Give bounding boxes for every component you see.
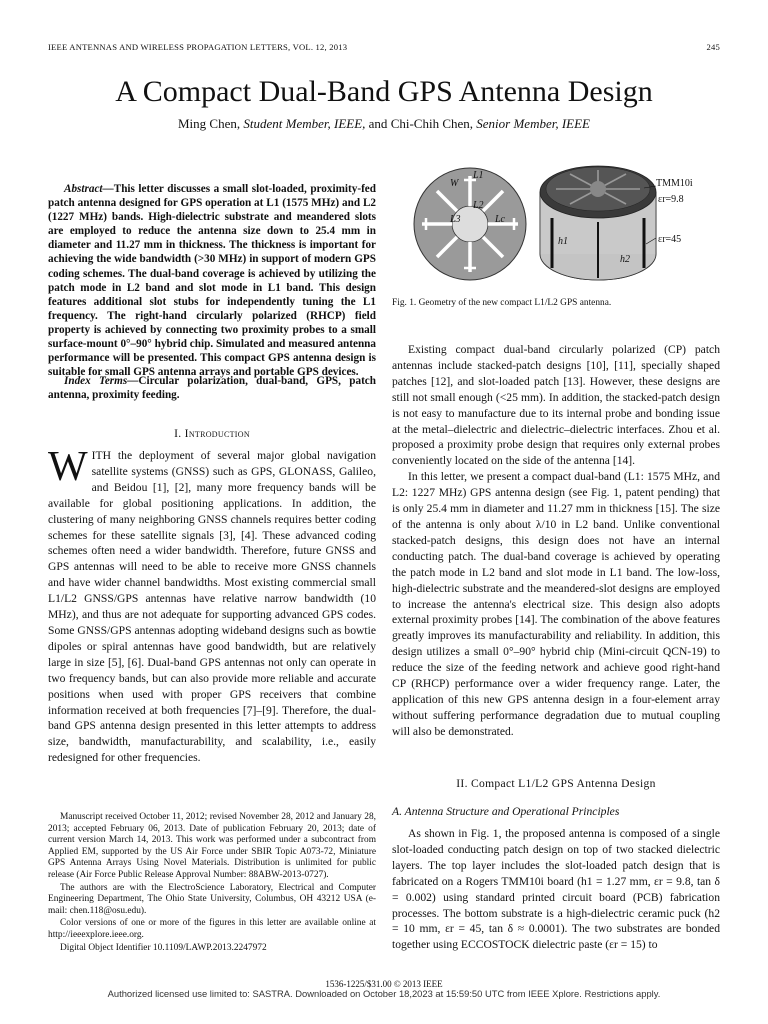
paper-title: A Compact Dual-Band GPS Antenna Design — [115, 75, 653, 108]
footnote-authors: The authors are with the ElectroScience Laboratory, Electrical and Computer Engineering Department, The Ohio State University, Columbus, OH 43212 USA (e-mail: chen.118@osu.edu). — [48, 882, 376, 916]
paragraph-existing-designs: Existing compact dual-band circularly polarized (CP) patch antennas include stacked-patch designs [10], [11], specially shaped patches [12], and slot-loaded patch [13]. However, these designs are still not small enough (<25 mm). In addition, the stacked-patch design is not easy to manufacture due to its internal probe and bonding issue at the metal–dielectric and dielectric–dielectric interfaces. Zhou et al. proposed a proximity probe design that requires only external probes conveniently located on the side of the antenna [14]. — [392, 343, 720, 468]
author-2: Chi-Chih Chen, — [390, 116, 474, 131]
abstract — [48, 182, 376, 379]
running-header — [48, 42, 720, 52]
author-1-role: Student Member, IEEE, — [243, 116, 366, 131]
abstract-text: This letter discusses a small slot-loaded, proximity-fed patch antenna designed for GPS operation at L1 (1575 MHz) and L2 (1227 MHz) bands. High-dielectric substrate and meandered slots are employed to reduce the antenna size down to 25.4 mm in diameter and 11.27 mm in thickness. The thickness is important for achieving the wide bandwidth (>30 MHz) in support of modern GPS coding schemes. The dual-band coverage is achieved by utilizing the patch mode in L2 band and slot mode in L1 band. This design features additional slot stubs for independently tuning the L1 frequency. The right-hand circularly polarized (RHCP) field property is achieved by connecting two proximity probes to a small surface-mount 0°–90° hybrid chip. Simulated and measured antenna performance will be presented. This compact GPS antenna design is suitable for small GPS antenna arrays and portable GPS devices. — [48, 183, 376, 379]
label-er-45: εr=45 — [658, 234, 682, 245]
right-column-body-2 — [392, 826, 720, 953]
label-L2: L2 — [473, 200, 484, 211]
copyright-line: 1536-1225/$31.00 © 2013 IEEE — [325, 979, 443, 989]
section-heading-introduction: I. Introduction — [174, 427, 250, 440]
label-Lc: Lc — [495, 214, 505, 225]
paragraph-this-letter: In this letter, we present a compact dual-band (L1: 1575 MHz, and L2: 1227 MHz) GPS antenna design (see Fig. 1, patent pending) that is only 25.4 mm in diameter and 11.27 mm in thickness [15]. The size of the antenna is only about λ/10 in L2 band. Unlike conventional stacked-patch designs, this design does not have an internal conducting patch. The dual-band coverage is achieved by operating the patch mode in L2 band and slot mode in L1 band. The low-loss, high-dielectric substrate and the meandered-slot designs are employed to increase the antenna's electrical size. This design also adopts external proximity probes [14]. The combination of the above features greatly improves its manufacturability and reliability. In addition, this design utilizes a small 0°–90° hybrid chip (Mini-circuit QCN-19) to reduce the size of the feeding network and achieve good right-hand CP (RHCP) performance over a wider frequency range. Later, the application of this new GPS antenna design in a four-element array without suffering performance degradation due to mutual coupling will also be demonstrated. — [392, 470, 720, 738]
index-terms-text: Circular polarization, dual-band, GPS, patch antenna, proximity feeding. — [48, 375, 376, 402]
antenna-geometry-illustration — [400, 158, 700, 290]
label-h2: h2 — [620, 254, 630, 265]
label-L1: L1 — [473, 170, 484, 181]
figure-1 — [400, 158, 700, 290]
section-title: Introduction — [184, 427, 250, 440]
page-number: 245 — [706, 42, 720, 52]
label-W: W — [450, 178, 459, 189]
license-notice: Authorized licensed use limited to: SASTRA. Downloaded on October 18,2023 at 15:59:50 UTC from IEEE Xplore. Restrictions apply. — [107, 988, 661, 999]
label-h1: h1 — [558, 236, 568, 247]
index-terms-lead: Index Terms— — [64, 375, 139, 387]
subsection-heading: A. Antenna Structure and Operational Principles — [392, 805, 620, 818]
footnote-doi: Digital Object Identifier 10.1109/LAWP.2013.2247972 — [60, 942, 267, 953]
intro-text: ITH the deployment of several major global navigation satellite systems (GNSS) such as GPS, GLONASS, Galileo, and Beidou [1], [2], many more frequency bands will be available for global positioning applications. In addition, the clustering of many neighboring GNSS channels requires better coding schemes for these satellite signals [3], [4]. These advanced coding schemes often need a wider bandwidth. Therefore, future GNSS and GPS antennas will need to be able to receive more GNSS channels and have wider channel bandwidths. Most existing commercial small L1/L2 GNSS/GPS antennas have relative narrow bandwidth (10 MHz), and thus are not adequate for supporting advanced GPS codes. Some GNSS/GPS antennas adopting wideband designs such as bowtie dipoles or spiral antennas have good bandwidth, but are relatively large in size [5], [6]. Dual-band GPS antennas not only can operate in two frequency bands, but can also provide more reliable and accurate positions when used with proper GPS receivers that combine information received at both frequencies [7]–[9]. Therefore, the dual-band GPS antenna design presented in this letter attempts to address size, bandwidth, manufacturability, and scalability, i.e., easily redesigned for other frequencies. — [48, 449, 376, 765]
author-2-role: Senior Member, IEEE — [476, 116, 590, 131]
author-line — [0, 116, 768, 132]
figure-caption: Fig. 1. Geometry of the new compact L1/L2 GPS antenna. — [392, 298, 612, 308]
footnote-color: Color versions of one or more of the figures in this letter are available online at http://ieeexplore.ieee.org. — [48, 918, 376, 940]
label-er-9-8: εr=9.8 — [658, 194, 684, 205]
right-column-body — [392, 342, 720, 740]
index-terms — [48, 374, 376, 402]
drop-cap: W — [48, 444, 88, 490]
intro-body — [48, 444, 376, 766]
footnotes — [48, 812, 376, 955]
author-1: Ming Chen, — [178, 116, 241, 131]
section-heading-design: II. Compact L1/L2 GPS Antenna Design — [456, 777, 656, 790]
author-and: and — [368, 116, 391, 131]
paragraph-antenna-structure: As shown in Fig. 1, the proposed antenna is composed of a single slot-loaded conducting patch design on top of two stacked dielectric layers. The top layer includes the slot-loaded patch design that is fabricated on a Rogers TMM10i board (h1 = 1.27 mm, εr = 9.8, tan δ = 0.002) using standard printed circuit board (PCB) fabrication processes. The bottom substrate is a high-dielectric ceramic puck (h2 = 10 mm, εr = 45, tan δ ≈ 0.0001). The two substrates are bonded together using ECCOSTOCK dielectric paste (εr = 15) to — [392, 827, 720, 952]
label-tmm10i: TMM10i — [656, 178, 693, 189]
footnote-manuscript: Manuscript received October 11, 2012; revised November 28, 2012 and January 28, 2013; accepted February 06, 2013. Date of publication February 20, 2013; date of current version March 14, 2013. This work was performed under a subcontract from Applied EM, supported by the US Air Force under SBIR Topic A073-72, Miniature GPS Antenna Arrays Using Novel Materials. Distribution is unlimited for public release (Air Force Public Release Approval Number: 88ABW-2013-0727). — [48, 812, 376, 880]
abstract-lead: Abstract— — [64, 183, 114, 195]
journal-name: IEEE ANTENNAS AND WIRELESS PROPAGATION LETTERS, VOL. 12, 2013 — [48, 42, 348, 52]
label-L3: L3 — [450, 214, 461, 225]
